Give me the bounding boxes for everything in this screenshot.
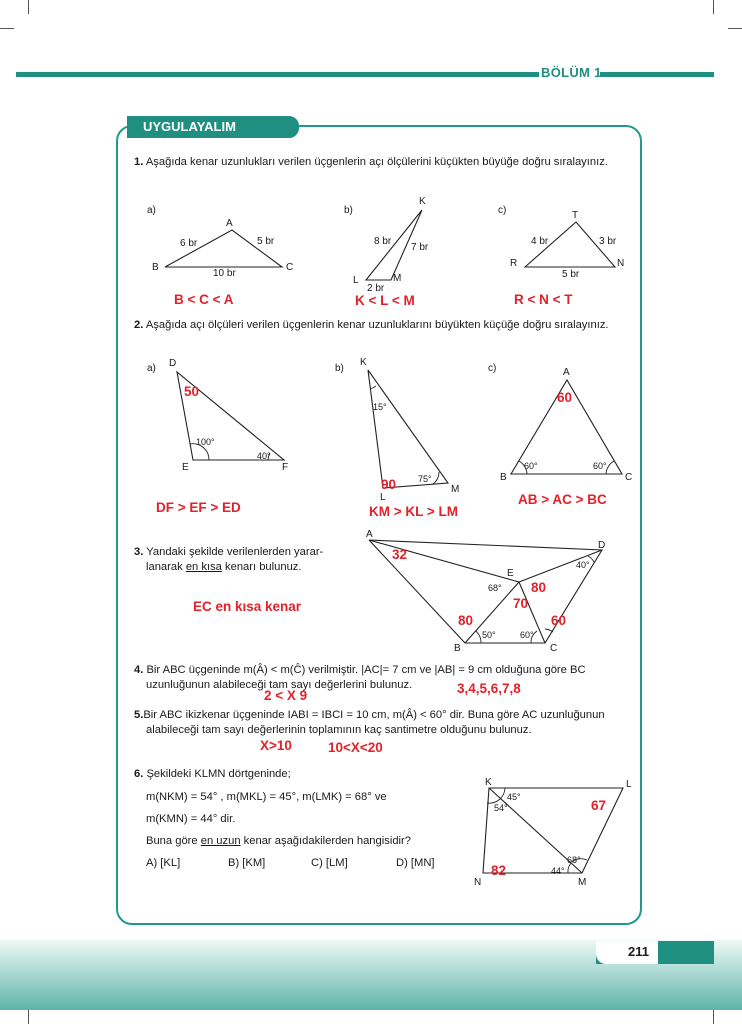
q2b-label: b)	[335, 363, 344, 374]
q1a-side-bc: 10 br	[213, 268, 236, 279]
q2a-label: a)	[147, 363, 156, 374]
q6-arc-k	[500, 788, 505, 799]
q6-text-2: m(NKM) = 54° , m(MKL) = 45°, m(LMK) = 68° ve	[146, 791, 387, 803]
section-tag: UYGULAYALIM	[127, 116, 299, 138]
q6-option-b: B) [KM]	[228, 857, 266, 869]
q2c-vertex-c: C	[625, 472, 633, 483]
q6-text-1: 6. Şekildeki KLMN dörtgeninde;	[134, 768, 291, 780]
q2c-vertex-b: B	[500, 472, 507, 483]
q1a-vertex-a: A	[226, 218, 233, 229]
chapter-title: BÖLÜM 1	[541, 65, 602, 80]
q1-text: 1. Aşağıda kenar uzunlukları verilen üçgenlerin açı ölçülerini küçükten büyüğe doğru sıralayınız.	[134, 156, 608, 168]
q2b-answer: KM > KL > LM	[369, 504, 459, 519]
q4-handwritten-range: 2 < X 9	[264, 688, 308, 703]
q1b-label: b)	[344, 205, 353, 216]
q2b-arc-m	[433, 472, 439, 484]
q1c-vertex-r: R	[510, 258, 518, 269]
q1b-vertex-l: L	[353, 275, 359, 286]
q3-text: 3. Yandaki şekilde verilenlerden yarar- lanarak en kısa kenarı bulunuz.	[134, 546, 324, 573]
q6-vertex-m: M	[578, 877, 587, 888]
q3-angle-40: 40°	[576, 560, 590, 570]
q3-handwritten-70: 70	[513, 596, 529, 611]
q5-handwritten-2: 10<X<20	[328, 740, 383, 755]
q1a-vertex-c: C	[286, 262, 294, 273]
q1b-vertex-k: K	[419, 196, 426, 207]
q3-answer: EC en kısa kenar	[193, 599, 302, 614]
q1b-side-kl: 8 br	[374, 236, 392, 247]
q1c-vertex-t: T	[572, 210, 579, 221]
q2b-handwritten-l: 90	[381, 477, 397, 492]
q1b-side-lm: 2 br	[367, 283, 385, 294]
q3-handwritten-80a: 80	[531, 580, 547, 595]
q2c-vertex-a: A	[563, 367, 570, 378]
q1c-label: c)	[498, 205, 507, 216]
q1c-side-rn: 5 br	[562, 269, 580, 280]
q2a-angle-f: 40°	[257, 451, 271, 461]
q1a-label: a)	[147, 205, 156, 216]
q2c-label: c)	[488, 363, 497, 374]
q6-vertex-n: N	[474, 877, 482, 888]
q2c-arc-c	[606, 461, 614, 474]
q3-arc-c2	[545, 629, 553, 632]
q2b-triangle	[368, 370, 448, 488]
q1b-answer: K < L < M	[355, 293, 415, 308]
q2a-handwritten-d: 50	[184, 384, 200, 399]
q2c-angle-b: 60°	[524, 461, 538, 471]
q6-option-d: D) [MN]	[396, 857, 435, 869]
q1c-side-tn: 3 br	[599, 236, 617, 247]
q6-text-4: Buna göre en uzun kenar aşağıdakilerden hangisidir?	[146, 835, 411, 847]
q6-handwritten-67: 67	[591, 798, 607, 813]
q6-angle-68: 68°	[567, 855, 581, 865]
q3-vertex-a: A	[366, 529, 373, 540]
q6-vertex-l: L	[626, 779, 632, 790]
q6-vertex-k: K	[485, 777, 492, 788]
q3-vertex-b: B	[454, 643, 461, 654]
q3-vertex-e: E	[507, 568, 514, 579]
q3-handwritten-80b: 80	[458, 613, 474, 628]
q6-angle-44: 44°	[551, 866, 565, 876]
page-number: 211	[628, 944, 649, 959]
q1b-vertex-m: M	[393, 273, 402, 284]
q1c-answer: R < N < T	[514, 292, 573, 307]
q3-arc-b	[476, 631, 481, 643]
q3-vertex-c: C	[550, 643, 558, 654]
q2b-vertex-k: K	[360, 357, 367, 368]
q2b-vertex-l: L	[380, 492, 386, 503]
q2-text: 2. Aşağıda açı ölçüleri verilen üçgenlerin kenar uzunluklarını büyükten küçüğe doğru sıralayınız.	[134, 319, 609, 331]
q3-handwritten-32: 32	[392, 547, 408, 562]
q2c-handwritten-a: 60	[557, 390, 573, 405]
q6-option-a: A) [KL]	[146, 857, 181, 869]
q2c-angle-c: 60°	[593, 461, 607, 471]
q3-handwritten-60: 60	[551, 613, 567, 628]
q6-handwritten-82: 82	[491, 863, 507, 878]
q4-handwritten-values: 3,4,5,6,7,8	[457, 681, 521, 696]
q3-angle-60: 60°	[520, 630, 534, 640]
q2a-answer: DF > EF > ED	[156, 500, 241, 515]
q2b-angle-m: 75°	[418, 474, 432, 484]
q3-angle-50: 50°	[482, 630, 496, 640]
q3-angle-68: 68°	[488, 583, 502, 593]
q5-handwritten-1: X>10	[260, 738, 292, 753]
q2a-vertex-d: D	[169, 358, 177, 369]
q5-text: 5.Bir ABC ikizkenar üçgeninde IABI = IBCI = 10 cm, m(Â) < 60° dir. Buna göre AC uzunluğunun alabileceği tam sayı değerlerinin toplamının kaç santimetre olduğunu bulunuz.	[134, 709, 605, 736]
q1a-side-ac: 5 br	[257, 236, 275, 247]
q1b-side-km: 7 br	[411, 242, 429, 253]
q6-angle-45: 45°	[507, 792, 521, 802]
q4-text: 4. Bir ABC üçgeninde m(Â) < m(Ĉ) verilmiştir. |AC|= 7 cm ve |AB| = 9 cm olduğuna göre BC uzunluğunun alabileceği tam sayı değerlerini bulunuz.	[134, 664, 586, 691]
q2c-answer: AB > AC > BC	[518, 492, 607, 507]
q2b-angle-k: 15°	[373, 402, 387, 412]
q1a-answer: B < C < A	[174, 292, 234, 307]
q6-angle-54: 54°	[494, 803, 508, 813]
q2a-vertex-f: F	[282, 462, 289, 473]
q2a-vertex-e: E	[182, 462, 189, 473]
q2b-vertex-m: M	[451, 484, 460, 495]
q1c-vertex-n: N	[617, 258, 625, 269]
q6-option-c: C) [LM]	[311, 857, 348, 869]
q2a-angle-e: 100°	[196, 437, 215, 447]
q1a-vertex-b: B	[152, 262, 159, 273]
q2b-arc-k	[370, 386, 376, 389]
q1a-side-ab: 6 br	[180, 238, 198, 249]
q3-vertex-d: D	[598, 540, 606, 551]
q6-text-3: m(KMN) = 44° dir.	[146, 813, 236, 825]
q1c-side-rt: 4 br	[531, 236, 549, 247]
